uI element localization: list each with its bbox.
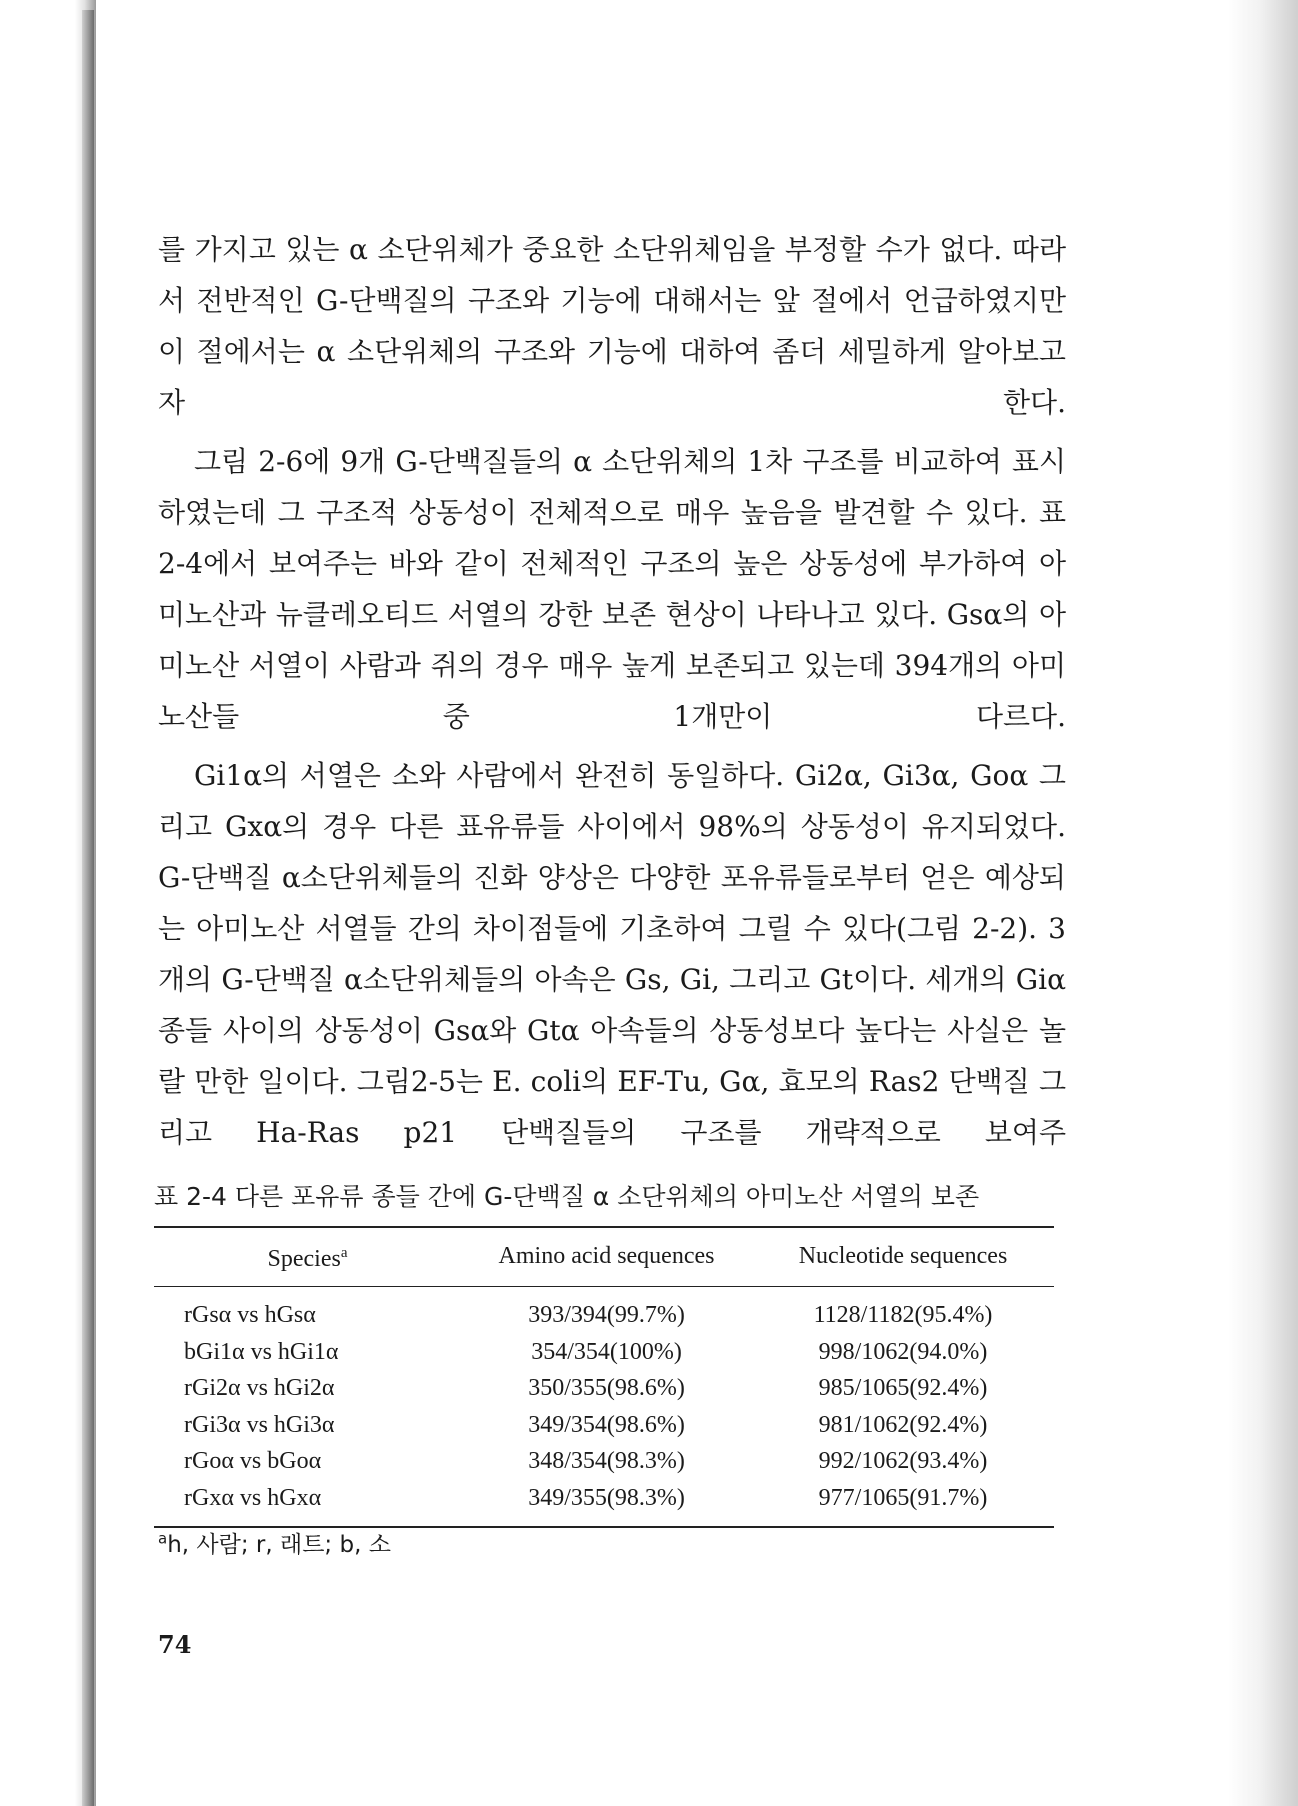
table-row [154,1334,1054,1371]
table-row [154,1443,1054,1480]
conservation-table [154,1226,1054,1528]
paragraph-2: 그림 2-6에 9개 G-단백질들의 α 소단위체의 1차 구조를 비교하여 표시하였는데 그 구조적 상동성이 전체적으로 매우 높음을 발견할 수 있다. 표 2-4에서 보여주는 바와 같이 전체적인 구조의 높은 상동성에 부가하여 아미노산과 뉴클레오티드 서열의 강한 보존 현상이 나타나고 있다. Gsα의 아미노산 서열이 사람과 쥐의 경우 매우 높게 보존되고 있는데 394개의 아미노산들 중 1개만이 다르다. [158,445,1066,733]
header-nucleotide: Nucleotide sequences [752,1227,1054,1287]
cell-amino: 349/355(98.3%) [528,1484,685,1511]
header-species: Species$^a$ [154,1227,461,1287]
page-number: 74 [158,1630,192,1659]
body-text [158,224,1066,1166]
cell-species: bGi1α vs hGi1α [184,1338,339,1365]
header-amino: Amino acid sequences [461,1227,752,1287]
table-footnote [158,1526,391,1559]
cell-nucleotide: 981/1062(92.4%) [818,1411,988,1438]
cell-species: rGi2α vs hGi2α [184,1375,335,1401]
cell-amino: 393/394(99.7%) [528,1302,685,1328]
cell-amino: 350/355(98.6%) [528,1375,685,1401]
cell-amino: 349/354(98.6%) [528,1411,685,1438]
paragraph-1: 를 가지고 있는 α 소단위체가 중요한 소단위체임을 부정할 수가 없다. 따라서 전반적인 G-단백질의 구조와 기능에 대해서는 앞 절에서 언급하였지만 이 절에서는 α 소단위체의 구조와 기능에 대하여 좀더 세밀하게 알아보고자 한다. [158,233,1066,419]
cell-nucleotide: 1128/1182(95.4%) [813,1302,993,1328]
table-row [154,1407,1054,1444]
cell-nucleotide: 992/1062(93.4%) [818,1448,988,1474]
paragraph-3: Gi1α의 서열은 소와 사람에서 완전히 동일하다. Gi2α, Gi3α, Goα 그리고 Gxα의 경우 다른 표유류들 사이에서 98%의 상동성이 유지되었다. G-단백질 α소단위체들의 진화 양상은 다양한 포유류들로부터 얻은 예상되는 아미노산 서열들 간의 차이점들에 기초하여 그릴 수 있다(그림 2-2). 3개의 G-단백질 α소단위체들의 아속은 Gs, Gi, 그리고 Gt이다. 세개의 Giα 종들 사이의 상동성이 Gsα와 Gtα 아속들의 상동성보다 높다는 사실은 놀랄 만한 일이다. 그림2-5는 E. coli의 EF-Tu, Gα, 효모의 Ras2 단백질 그리고 Ha-Ras p21 단백질들의 구조를 개략적으로 보여주 [158,759,1066,1149]
footnote-text: h, 사람; r, 래트; b, 소 [167,1532,391,1558]
cell-species: rGi3α vs hGi3α [184,1411,335,1438]
cell-species: rGoα vs bGoα [184,1448,322,1474]
cell-nucleotide: 977/1065(91.7%) [818,1484,988,1511]
table-2-4 [154,1180,1054,1528]
cell-amino: 354/354(100%) [531,1338,682,1365]
cell-species: rGsα vs hGsα [184,1302,316,1328]
table-row [154,1287,1054,1334]
table-caption: 표 2-4 다른 포유류 종들 간에 G-단백질 α 소단위체의 아미노산 서열의 보존 [154,1182,980,1211]
cell-nucleotide: 985/1065(92.4%) [818,1375,988,1401]
header-species-mark: a [340,1245,348,1261]
cell-amino: 348/354(98.3%) [528,1448,685,1474]
page-spine-shadow [82,10,94,1806]
cell-nucleotide: 998/1062(94.0%) [818,1338,988,1365]
table-row [154,1370,1054,1407]
cell-species: rGxα vs hGxα [184,1484,322,1511]
footnote-mark: a [158,1529,168,1548]
table-header-row [154,1227,1054,1287]
page-edge-right [1228,0,1298,1806]
table-row [154,1480,1054,1528]
